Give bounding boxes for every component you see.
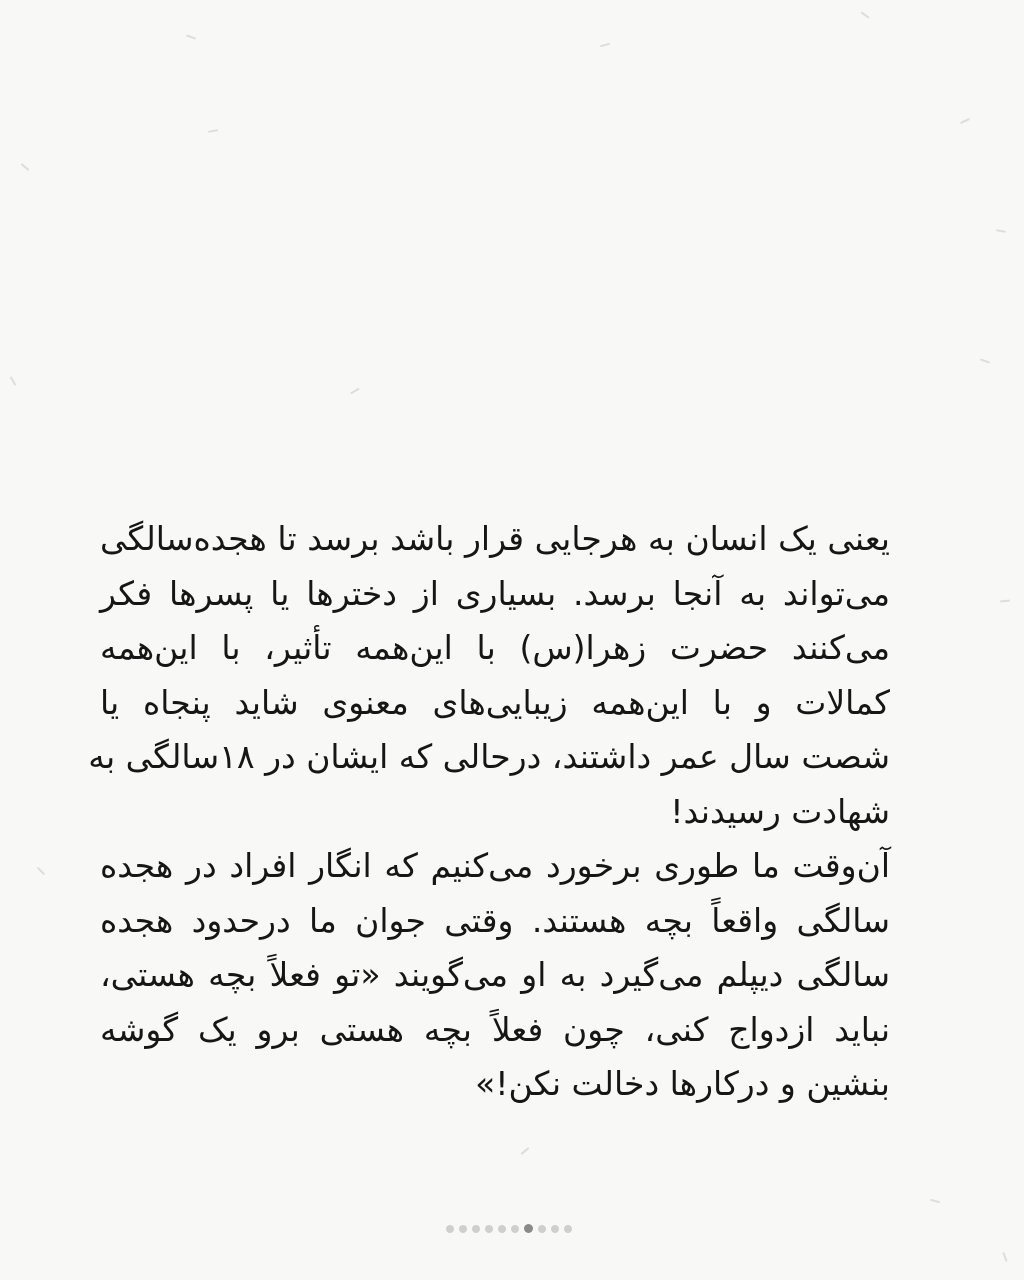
paper-speck	[1000, 600, 1010, 603]
text-line: آن‌وقت ما طوری برخورد می‌کنیم که انگار افراد در هجده	[100, 846, 890, 885]
paper-speck	[521, 1147, 530, 1155]
text-line: سالگی واقعاً بچه هستند. وقتی جوان ما درحدود هجده	[100, 900, 890, 940]
pagination-dot[interactable]	[538, 1225, 546, 1233]
pagination-dot[interactable]	[472, 1225, 480, 1233]
text-line: یعنی یک انسان به هرجایی قرار باشد برسد تا هجده‌سالگی	[100, 519, 890, 558]
paper-speck	[930, 1199, 940, 1204]
text-line: نباید ازدواج کنی، چون فعلاً بچه هستی برو یک گوشه	[100, 1009, 890, 1049]
paper-speck	[10, 376, 17, 386]
text-line: بنشین و درکارها دخالت نکن!»	[475, 1064, 890, 1103]
quote-text-block	[88, 512, 890, 1112]
pagination-dot[interactable]	[446, 1225, 454, 1233]
text-line: می‌کنند حضرت زهرا(س) با این‌همه تأثیر، با این‌همه	[100, 628, 890, 667]
pagination-dot[interactable]	[485, 1225, 493, 1233]
text-line: شصت سال عمر داشتند، درحالی که ایشان در ۱۸سالگی به	[88, 737, 890, 776]
paper-speck	[996, 229, 1006, 233]
paper-speck	[350, 388, 360, 395]
paper-speck	[1002, 1252, 1007, 1262]
text-line: سالگی دیپلم می‌گیرد به او می‌گویند «تو فعلاً بچه هستی،	[100, 955, 890, 994]
paper-speck	[21, 163, 30, 171]
paper-speck	[600, 43, 610, 48]
text-line: شهادت رسیدند!	[670, 791, 890, 831]
text-line: می‌تواند به آنجا برسد. بسیاری از دخترها یا پسرها فکر	[100, 573, 890, 613]
paper-speck	[208, 129, 218, 133]
paper-speck	[37, 867, 45, 875]
paper-speck	[860, 11, 869, 18]
paper-speck	[960, 118, 970, 124]
text-line: کمالات و با این‌همه زیبایی‌های معنوی شاید پنجاه یا	[100, 682, 890, 722]
paper-speck	[980, 358, 990, 363]
pagination-dot-active[interactable]	[524, 1224, 533, 1233]
carousel-pagination-dots	[446, 1224, 572, 1233]
pagination-dot[interactable]	[564, 1225, 572, 1233]
pagination-dot[interactable]	[511, 1225, 519, 1233]
pagination-dot[interactable]	[551, 1225, 559, 1233]
pagination-dot[interactable]	[498, 1225, 506, 1233]
paper-speck	[186, 34, 196, 39]
pagination-dot[interactable]	[459, 1225, 467, 1233]
